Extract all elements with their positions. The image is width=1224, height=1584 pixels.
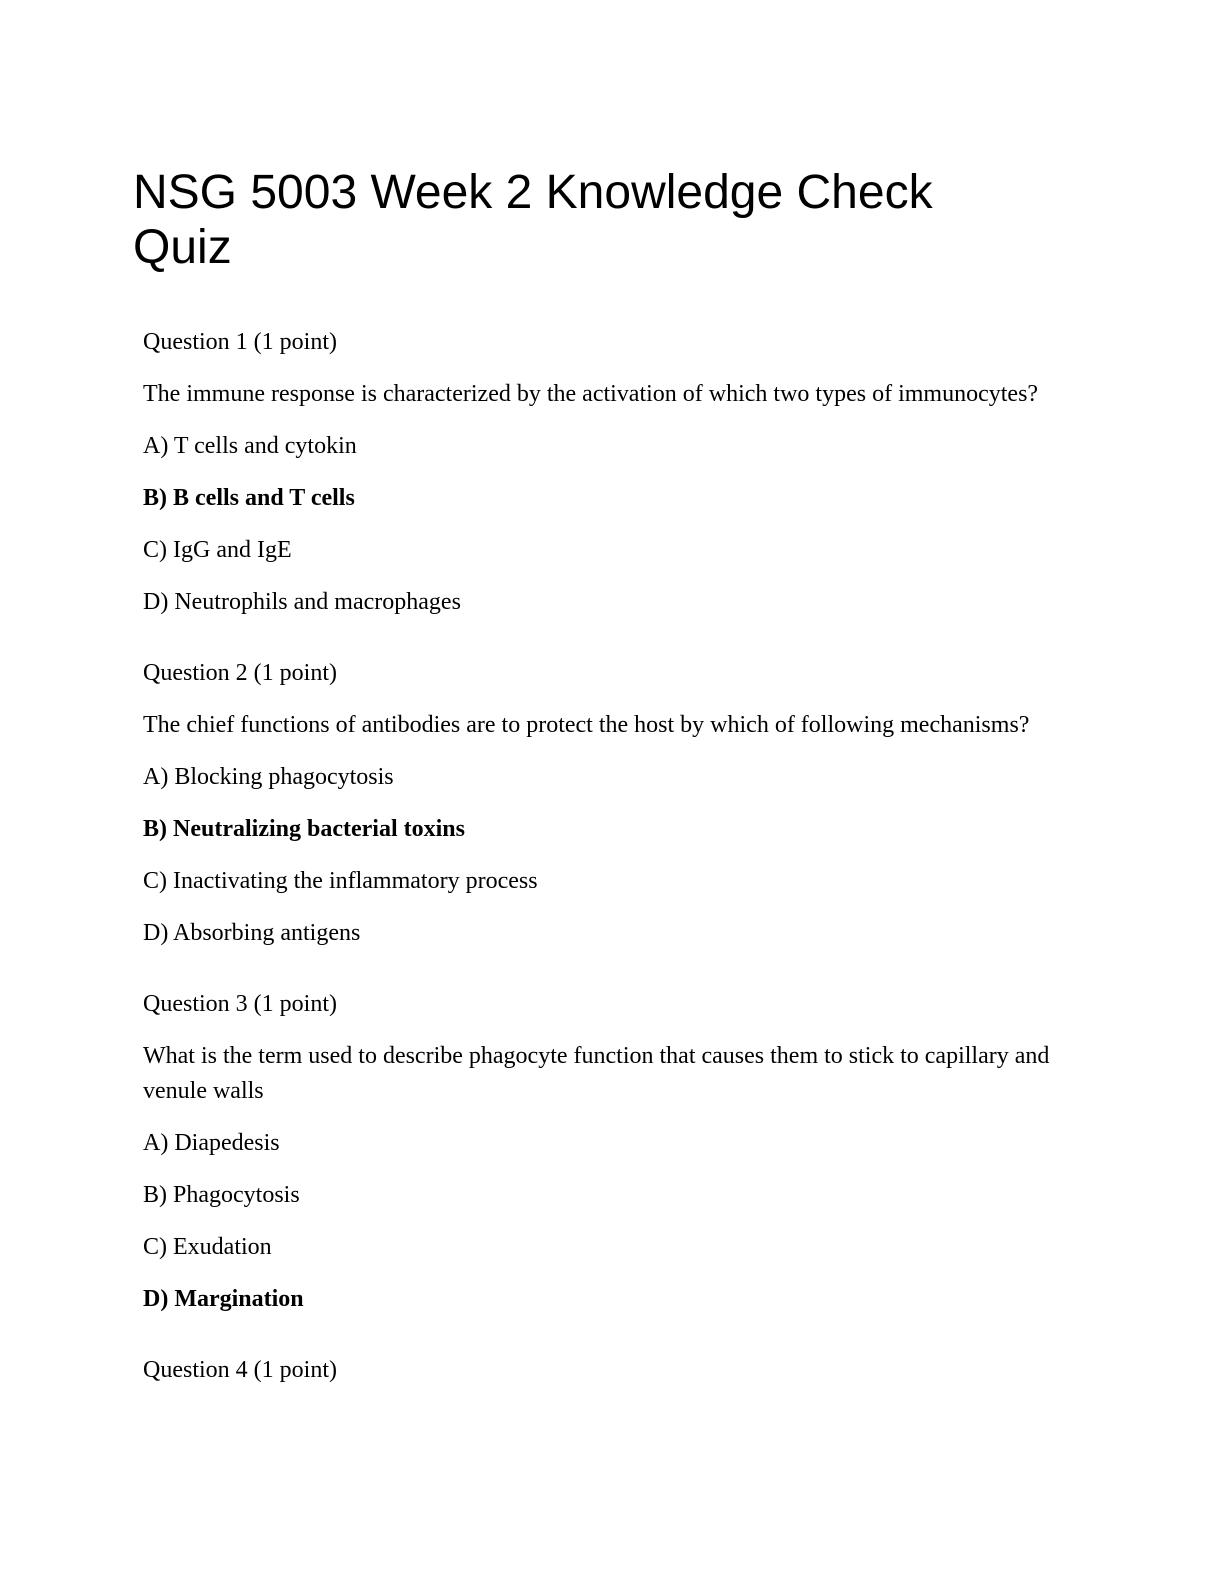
answer-option-d-correct: D) Margination bbox=[143, 1286, 304, 1312]
question-3 bbox=[143, 987, 1073, 1317]
question-header: Question 4 (1 point) bbox=[143, 1357, 337, 1383]
question-2 bbox=[143, 656, 1073, 951]
question-1 bbox=[143, 325, 1073, 620]
quiz-content bbox=[143, 325, 1073, 1405]
answer-option-b-correct: B) Neutralizing bacterial toxins bbox=[143, 816, 465, 842]
answer-option-c: C) Exudation bbox=[143, 1234, 272, 1260]
question-header: Question 3 (1 point) bbox=[143, 991, 337, 1017]
answer-option-b-correct: B) B cells and T cells bbox=[143, 485, 355, 511]
question-header: Question 2 (1 point) bbox=[143, 660, 337, 686]
answer-option-c: C) IgG and IgE bbox=[143, 537, 292, 563]
question-header: Question 1 (1 point) bbox=[143, 329, 337, 355]
question-text: What is the term used to describe phagocyte function that causes them to stick to capillary and venule walls bbox=[143, 1043, 1050, 1104]
answer-option-a: A) Diapedesis bbox=[143, 1130, 280, 1156]
question-4 bbox=[143, 1353, 1073, 1388]
answer-option-a: A) T cells and cytokin bbox=[143, 433, 357, 459]
answer-option-a: A) Blocking phagocytosis bbox=[143, 764, 394, 790]
question-text: The chief functions of antibodies are to protect the host by which of following mechanisms? bbox=[143, 712, 1030, 738]
answer-option-c: C) Inactivating the inflammatory process bbox=[143, 868, 538, 894]
document-title: NSG 5003 Week 2 Knowledge Check Quiz bbox=[133, 166, 933, 274]
answer-option-b: B) Phagocytosis bbox=[143, 1182, 300, 1208]
answer-option-d: D) Neutrophils and macrophages bbox=[143, 589, 461, 615]
question-text: The immune response is characterized by the activation of which two types of immunocytes? bbox=[143, 381, 1039, 407]
answer-option-d: D) Absorbing antigens bbox=[143, 920, 361, 946]
